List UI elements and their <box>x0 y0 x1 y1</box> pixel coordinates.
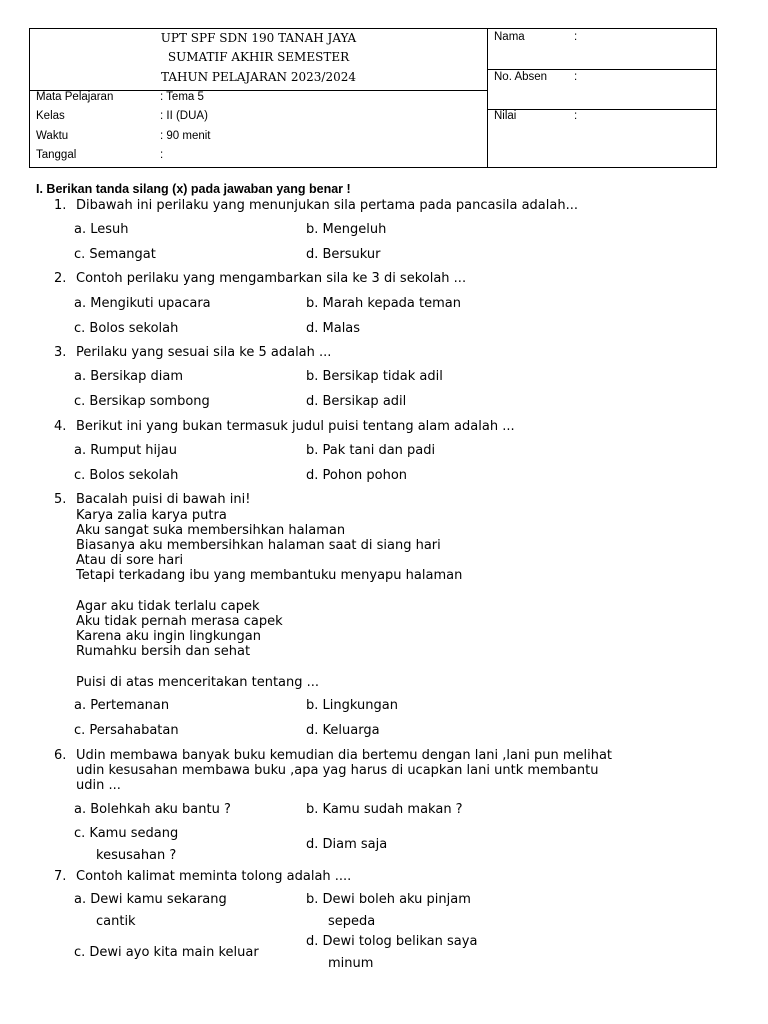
option-d: d. Dewi tolog belikan saya <box>306 934 478 949</box>
option-c: c. Kamu sedang <box>74 826 179 841</box>
option-a: a. Lesuh <box>74 222 129 237</box>
question-text: Berikut ini yang bukan termasuk judul puisi tentang alam adalah ... <box>76 419 515 434</box>
option-b-continued: sepeda <box>328 914 376 929</box>
poem-line: Karya zalia karya putra <box>76 508 227 523</box>
poem-line: Karena aku ingin lingkungan <box>76 629 261 644</box>
poem-line: Aku tidak pernah merasa capek <box>76 614 283 629</box>
option-c: c. Bersikap sombong <box>74 394 210 409</box>
field-label-date: Tanggal <box>36 149 77 161</box>
field-label-class: Kelas <box>36 110 65 122</box>
field-value-date: : <box>160 149 164 161</box>
question-text: Udin membawa banyak buku kemudian dia bertemu dengan lani ,lani pun melihat <box>76 748 613 763</box>
option-a: a. Mengikuti upacara <box>74 296 211 311</box>
question-text: Contoh perilaku yang mengambarkan sila ke 3 di sekolah ... <box>76 271 467 286</box>
question-number: 5. <box>54 492 67 507</box>
question-text: Perilaku yang sesuai sila ke 5 adalah ... <box>76 345 332 360</box>
option-d-continued: minum <box>328 956 374 971</box>
option-b: b. Kamu sudah makan ? <box>306 802 463 817</box>
question-text: Contoh kalimat meminta tolong adalah .... <box>76 869 352 884</box>
option-d: d. Malas <box>306 321 361 336</box>
header-divider <box>487 109 717 110</box>
option-a: a. Bersikap diam <box>74 369 184 384</box>
field-value-time: : 90 menit <box>160 130 211 142</box>
option-d: d. Pohon pohon <box>306 468 408 483</box>
option-c: c. Bolos sekolah <box>74 468 179 483</box>
option-b: b. Bersikap tidak adil <box>306 369 443 384</box>
poem-line: Atau di sore hari <box>76 553 184 568</box>
poem-line: Tetapi terkadang ibu yang membantuku menyapu halaman <box>76 568 463 583</box>
header-divider <box>487 69 717 70</box>
exam-title: SUMATIF AKHIR SEMESTER <box>167 50 350 64</box>
question-prompt: Puisi di atas menceritakan tentang ... <box>76 675 320 690</box>
question-number: 3. <box>54 345 67 360</box>
option-c: c. Semangat <box>74 247 156 262</box>
option-a: a. Dewi kamu sekarang <box>74 892 227 907</box>
poem-line: Aku sangat suka membersihkan halaman <box>76 523 346 538</box>
option-a: a. Bolehkah aku bantu ? <box>74 802 231 817</box>
option-a-continued: cantik <box>96 914 136 929</box>
option-c: c. Persahabatan <box>74 723 179 738</box>
option-d: d. Bersukur <box>306 247 381 262</box>
section-instruction: I. Berikan tanda silang (x) pada jawaban yang benar ! <box>36 182 351 196</box>
field-value-class: : II (DUA) <box>160 110 208 122</box>
poem-line: Rumahku bersih dan sehat <box>76 644 251 659</box>
question-number: 6. <box>54 748 67 763</box>
option-d: d. Bersikap adil <box>306 394 407 409</box>
school-year: TAHUN PELAJARAN 2023/2024 <box>161 70 356 84</box>
question-text: Bacalah puisi di bawah ini! <box>76 492 251 507</box>
question-text: udin kesusahan membawa buku ,apa yag harus di ucapkan lani untk membantu <box>76 763 599 778</box>
question-number: 7. <box>54 869 67 884</box>
option-d: d. Diam saja <box>306 837 388 852</box>
header-divider <box>487 29 488 168</box>
field-label-absen: No. Absen <box>494 71 548 83</box>
header-table <box>29 28 717 168</box>
option-b: b. Pak tani dan padi <box>306 443 436 458</box>
option-b: b. Mengeluh <box>306 222 387 237</box>
option-a: a. Pertemanan <box>74 698 170 713</box>
question-text: Dibawah ini perilaku yang menunjukan sila pertama pada pancasila adalah... <box>76 198 578 213</box>
option-b: b. Lingkungan <box>306 698 398 713</box>
field-colon-name: : <box>574 31 578 43</box>
field-colon-absen: : <box>574 71 578 83</box>
field-label-name: Nama <box>494 31 525 43</box>
poem-line: Agar aku tidak terlalu capek <box>76 599 260 614</box>
option-b: b. Marah kepada teman <box>306 296 461 311</box>
poem-line: Biasanya aku membersihkan halaman saat di siang hari <box>76 538 441 553</box>
field-label-score: Nilai <box>494 110 517 122</box>
field-label-subject: Mata Pelajaran <box>36 91 114 103</box>
school-name: UPT SPF SDN 190 TANAH JAYA <box>160 31 357 45</box>
question-text: udin ... <box>76 778 121 793</box>
option-b: b. Dewi boleh aku pinjam <box>306 892 471 907</box>
option-c-continued: kesusahan ? <box>96 848 177 863</box>
field-label-time: Waktu <box>36 130 69 142</box>
option-d: d. Keluarga <box>306 723 380 738</box>
field-colon-score: : <box>574 110 578 122</box>
option-c: c. Dewi ayo kita main keluar <box>74 945 259 960</box>
question-number: 4. <box>54 419 67 434</box>
question-number: 2. <box>54 271 67 286</box>
field-value-subject: : Tema 5 <box>160 91 204 103</box>
question-number: 1. <box>54 198 67 213</box>
option-c: c. Bolos sekolah <box>74 321 179 336</box>
option-a: a. Rumput hijau <box>74 443 177 458</box>
